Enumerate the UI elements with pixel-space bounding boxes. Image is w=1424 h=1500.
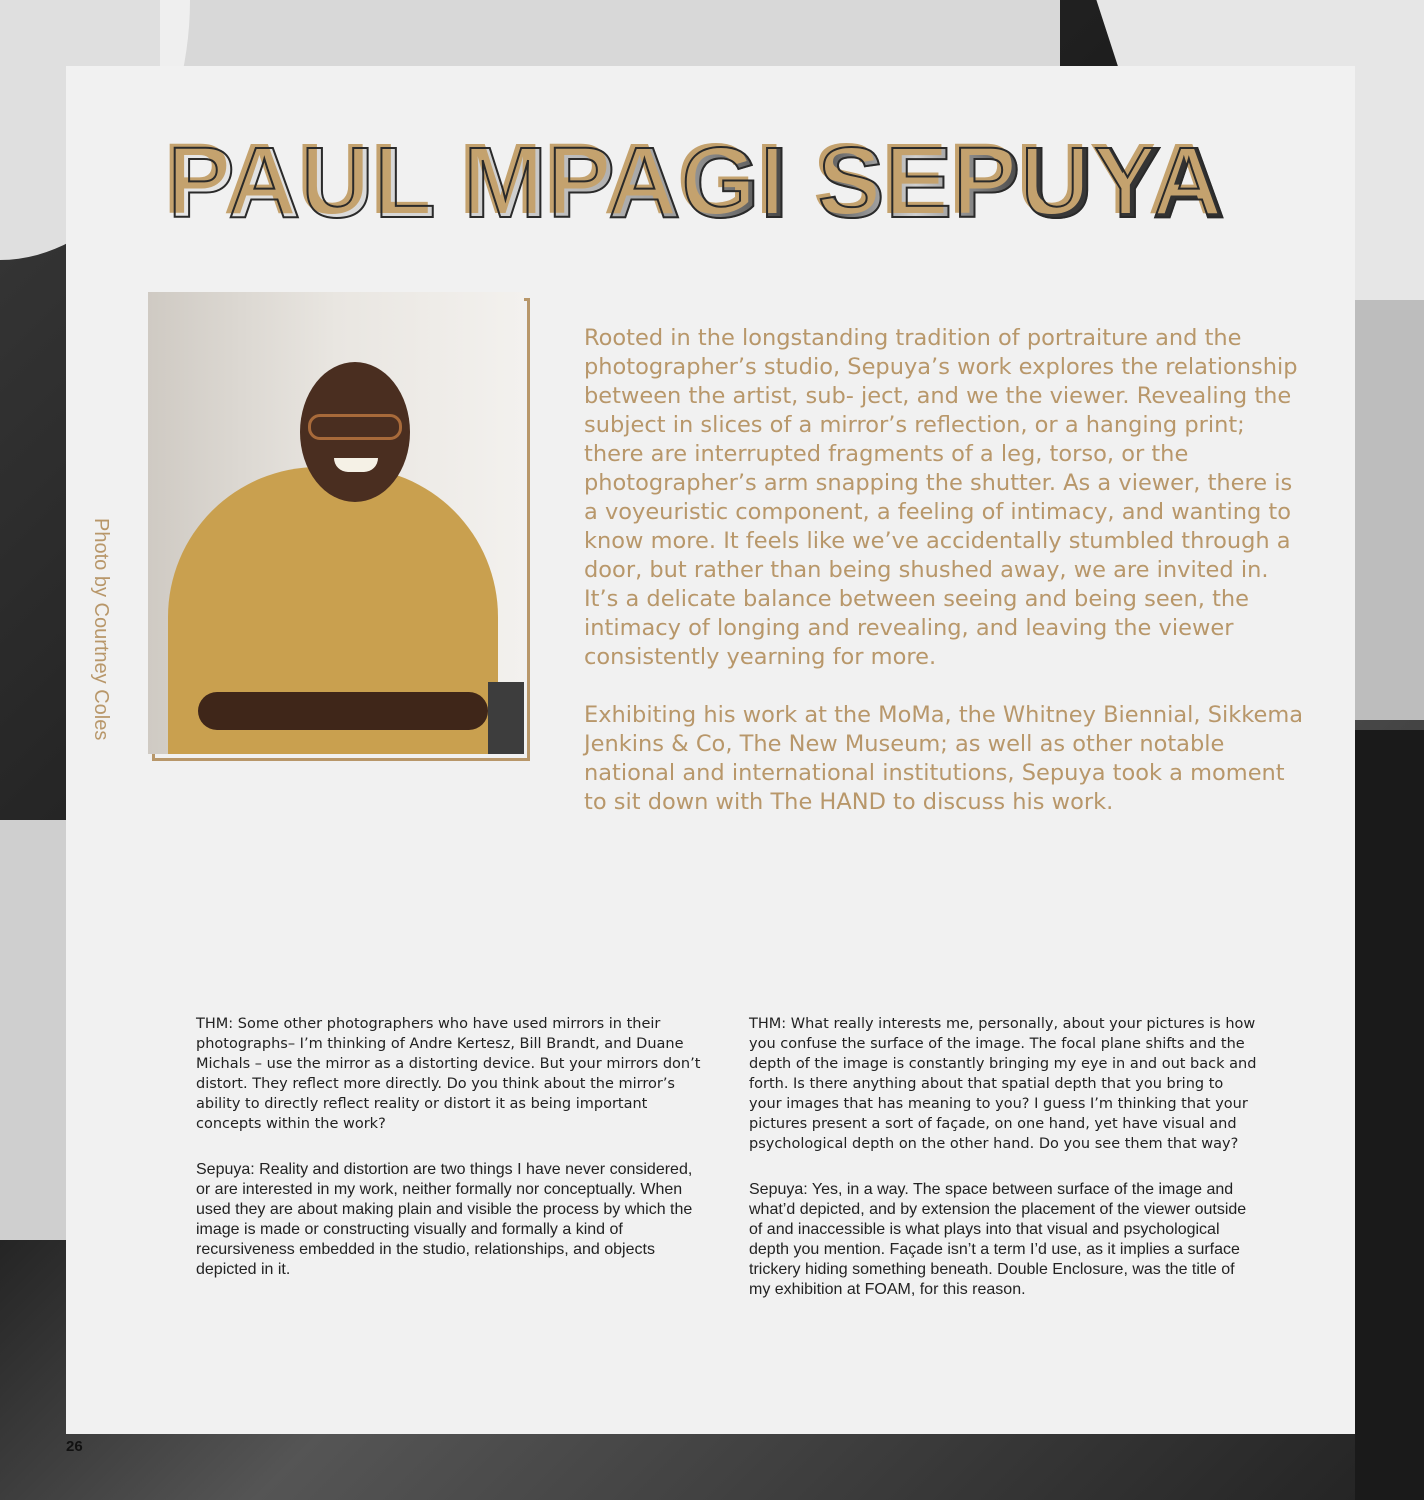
- interview-answer: Sepuya: Reality and distortion are two things I have never considered, or are interested in my work, neither formally nor conceptually. When used they are about making plain and visible the process by which the image is made or constructing visually and formally a kind of recursiveness embedded in the studio, relationships, and objects depicted in it.: [196, 1161, 693, 1278]
- background-shape: [1355, 730, 1424, 1500]
- portrait-arms: [198, 692, 488, 730]
- interview-column-left: [196, 1014, 706, 1280]
- intro-paragraph: Rooted in the longstanding tradition of portraiture and the photographer’s studio, Sepuya’s work explores the relationship between the artist, sub- ject, and we the viewer. Revealing the subject in slices of a mirror’s reflection, or a hanging print; there are interrupted fragments of a leg, torso, or the photographer’s arm snapping the shutter. As a viewer, there is a voyeuristic component, a feeling of intimacy, and wanting to know more. It feels like we’ve accidentally stumbled through a door, but rather than being shushed away, we are invited in. It’s a delicate balance between seeing and being seen, the intimacy of longing and revealing, and leaving the viewer consistently yearning for more.: [584, 325, 1298, 670]
- article-page: [66, 66, 1355, 1455]
- background-shape: [0, 820, 70, 1240]
- portrait-photo: [148, 292, 524, 754]
- interview-question: THM: Some other photographers who have used mirrors in their photographs– I’m thinking of Andre Kertesz, Bill Brandt, and Duane Michals – use the mirror as a distorting device. But your mirrors don’t distort. They reflect more directly. Do you think about the mirror’s ability to directly reflect reality or distort it as being important concepts within the work?: [196, 1016, 701, 1132]
- background-shape: [160, 0, 1060, 70]
- interview-question: THM: What really interests me, personally, about your pictures is how you confuse the surface of the image. The focal plane shifts and the depth of the image is constantly bringing my eye in and out back and forth. Is there anything about that spatial depth that you bring to your images that has meaning to you? I guess I’m thinking that your pictures present a sort of façade, on one hand, yet have visual and psychological depth on the other hand. Do you see them that way?: [749, 1016, 1257, 1152]
- photo-credit: Photo by Courtney Coles: [90, 518, 112, 741]
- background-shape: [1355, 300, 1424, 720]
- portrait-glasses: [308, 414, 402, 440]
- intro-paragraph: Exhibiting his work at the MoMa, the Whitney Biennial, Sikkema Jenkins & Co, The New Museum; as well as other notable national and international institutions, Sepuya took a moment to sit down with The HAND to discuss his work.: [584, 702, 1304, 815]
- portrait-chair: [488, 682, 524, 754]
- page-number: 26: [66, 1438, 83, 1455]
- interview-column-right: [749, 1014, 1259, 1300]
- article-title: PAUL MPAGI SEPUYA: [168, 128, 1318, 238]
- intro-text: [584, 324, 1304, 846]
- interview-answer: Sepuya: Yes, in a way. The space between surface of the image and what’d depicted, and by extension the placement of the viewer outside of and inaccessible is what plays into that visual and psychological depth you mention. Façade isn’t a term I’d use, as it implies a surface trickery hiding something beneath. Double Enclosure, was the title of my exhibition at FOAM, for this reason.: [749, 1181, 1247, 1298]
